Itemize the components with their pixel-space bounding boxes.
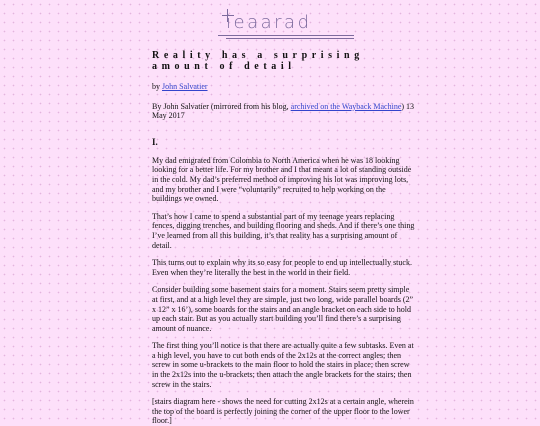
source-prefix: By John Salvatier (mirrored from his blog, — [152, 101, 291, 111]
logo-underline — [218, 35, 354, 36]
article-page — [152, 8, 416, 426]
source-note — [152, 102, 416, 121]
paragraph-2: That’s how I came to spend a substantial part of my teenage years replacing fences, digging trenches, and building flooring and sheds. And if there’s one thing I’ve learned from all this building, it’s that reality has a surprising amount of detail. — [152, 211, 415, 250]
paragraph-6: [stairs diagram here - shows the need for cutting 2x12s at a certain angle, wherein the top of the board is perfectly joining the corner of the upper floor to the lower floor.] — [152, 397, 414, 426]
article-title-line-1: Reality has a surprising — [152, 50, 364, 61]
paragraph-5: The first thing you’ll notice is that there are actually quite a few subtasks. Even at a high level, you have to cut both ends of the 2x12s at the correct angles; then screw in some u-brackets to the main floor to hold the stairs in place; then screw in the 2x12s into the u-brackets; then attach the angle brackets for the stairs; then screw in the stairs. — [152, 341, 414, 389]
byline — [152, 82, 416, 92]
section-heading: I. — [152, 136, 158, 147]
article-title-line-2: amount of detail — [152, 61, 296, 72]
paragraph-1: My dad emigrated from Colombia to North America when he was 18 looking looking for a better life. For my brother and I that meant a lot of standing outside in the cold. My dad’s preferred method of improving his lot was improving lots, and my brother and I were “voluntarily” recruited to help working on the buildings we owned. — [152, 155, 412, 204]
paragraph-3: This turns out to explain why its so easy for people to end up intellectually stuck. Even when they’re literally the best in the world in their field. — [152, 258, 412, 277]
author-link[interactable]: John Salvatier — [162, 82, 208, 91]
logo-text: ieaarad — [226, 12, 312, 33]
byline-prefix: by — [152, 82, 162, 91]
site-logo[interactable] — [218, 8, 358, 38]
wayback-link[interactable]: archived on the Wayback Machine — [290, 101, 402, 111]
paragraph-4: Consider building some basement stairs for a moment. Stairs seem pretty simple at first, and at a high level they are simple, just two long, wide parallel boards (2” x 12” x 16’), some boards for the stairs and an angle bracket on each side to hold up each stair. But as you actually start building you’ll find there’s a surprising amount of nuance. — [152, 285, 414, 333]
logo-underline-2 — [226, 38, 354, 39]
source-suffix: ) 13 May 2017 — [152, 101, 415, 121]
article-title — [152, 50, 416, 72]
